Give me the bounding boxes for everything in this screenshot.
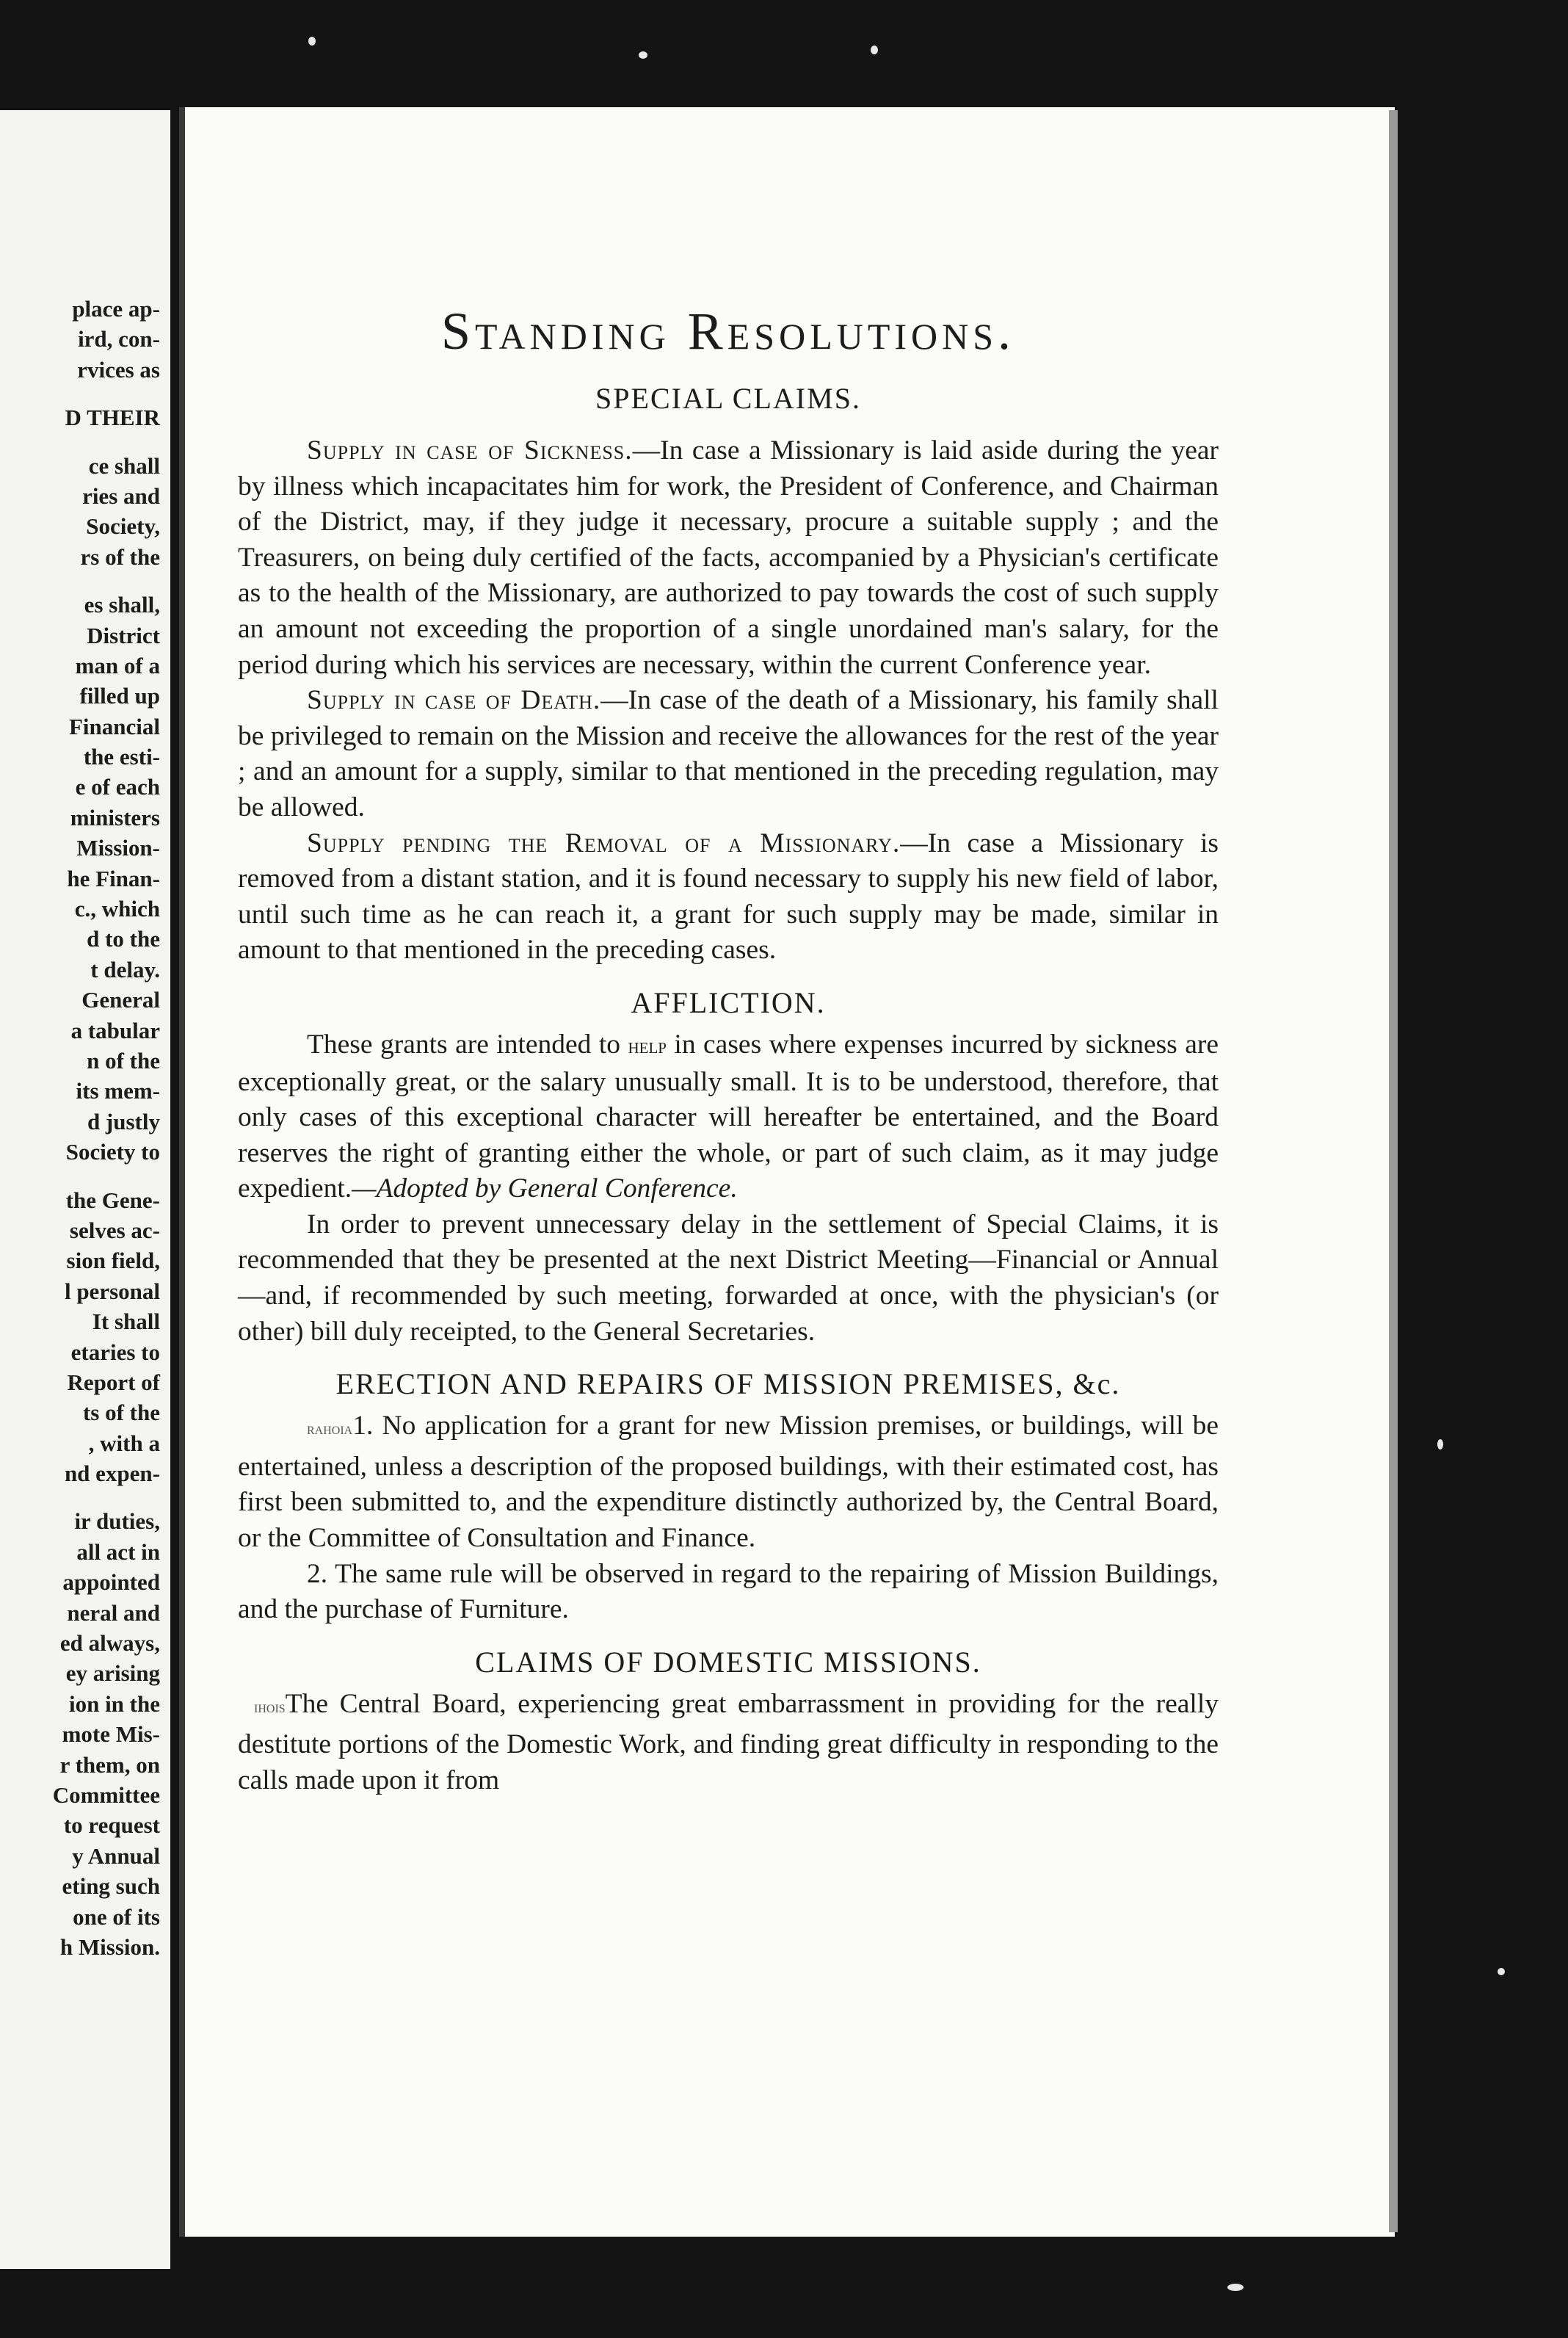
heading-erection: ERECTION AND REPAIRS OF MISSION PREMISES, &c. [335, 1367, 1121, 1401]
domestic-margin-mark: IHOIS [254, 1702, 286, 1715]
previous-page-gap [0, 572, 160, 590]
dust-speck [1498, 1968, 1505, 1975]
previous-page-gap [0, 1488, 160, 1506]
previous-page-line: eting such [62, 1873, 160, 1900]
previous-page-line: y Annual [72, 1842, 160, 1869]
previous-page-line: one of its [73, 1903, 160, 1930]
previous-page-text-column [0, 294, 160, 1962]
previous-page-line: man of a [75, 652, 160, 678]
previous-page-line: he Finan- [67, 865, 160, 891]
affliction-text-a: These grants are intended to [307, 1029, 628, 1060]
previous-page-line: D THEIR [65, 405, 160, 431]
previous-page-line: the Gene- [65, 1187, 160, 1213]
erection-margin-mark: RAHOIA [307, 1425, 353, 1438]
dust-speck [1227, 2284, 1244, 2291]
lead-removal: Supply pending the Removal of a Missionary. [307, 828, 901, 858]
lead-death: Supply in case of Death. [307, 685, 601, 716]
previous-page-line: , with a [88, 1430, 160, 1456]
previous-page-line: mote Mis- [62, 1721, 160, 1748]
previous-page-line: nd expen- [64, 1461, 160, 1487]
previous-page-line: etaries to [70, 1339, 160, 1365]
previous-page-line: Society, [86, 513, 160, 540]
dust-speck [308, 37, 316, 46]
previous-page-line: es shall, [84, 592, 160, 618]
paragraph-erection-2: 2. The same rule will be observed in regard to the repairing of Mission Buildings, and the purchase of Furniture. [238, 1558, 1219, 1625]
previous-page-line: n of the [87, 1047, 160, 1074]
page-content [238, 291, 1219, 1799]
previous-page-line: d to the [87, 926, 160, 952]
paragraph-sickness [238, 433, 1219, 683]
heading-special-claims: SPECIAL CLAIMS. [595, 382, 861, 415]
erection-item-1: 1. No application for a grant for new Mission premises, or buildings, will be entertained, unless a description of the proposed buildings, with their estimated cost, has first been submitted to, and the expenditure distinctly authorized by, the Central Board, or the Committee of Consultation and Finance. [238, 1411, 1219, 1554]
previous-page-line: District [87, 622, 160, 648]
lead-sickness: Supply in case of Sickness. [307, 435, 633, 466]
previous-page-line: rs of the [80, 543, 160, 570]
previous-page-line: place ap- [72, 296, 160, 322]
paragraph-affliction-2: In order to prevent unnecessary delay in the settlement of Special Claims, it is recommended that they be presented at the next District Meeting—Financial or Annual—and, if recommended by such meeting, forwarded at once, with the physician's (or other) bill duly receipted, to the General Secretaries. [238, 1209, 1219, 1347]
page-edge-shadow [1389, 110, 1398, 2232]
previous-page-line: ion in the [68, 1690, 160, 1717]
previous-page-line: ts of the [82, 1400, 160, 1426]
previous-page-line: Report of [67, 1369, 160, 1395]
affliction-help-word: help [628, 1033, 667, 1058]
previous-page-line: e of each [75, 774, 160, 800]
previous-page-line: Committee [52, 1781, 160, 1808]
previous-page-line: all act in [76, 1538, 160, 1565]
previous-page-line: selves ac- [69, 1217, 160, 1243]
previous-page-line: ministers [70, 804, 160, 830]
heading-affliction: AFFLICTION. [631, 985, 826, 1019]
paragraph-erection-1 [238, 1408, 1219, 1556]
previous-page-line: sion field, [66, 1248, 160, 1274]
previous-page-line: d justly [87, 1108, 160, 1134]
previous-page-line: Mission- [76, 835, 160, 861]
previous-page-line: neral and [67, 1599, 160, 1626]
text-removal: —In case a Missionary is removed from a distant station, and it is found necessary to supply his new field of labor, until such time as he can reach it, a grant for such supply may be made, similar in amount to that mentioned in the preceding cases. [238, 828, 1219, 966]
dust-speck [1437, 1439, 1443, 1450]
previous-page-line: r them, on [59, 1751, 160, 1778]
previous-page-line: ird, con- [78, 326, 160, 352]
heading-domestic: CLAIMS OF DOMESTIC MISSIONS. [475, 1645, 981, 1679]
paragraph-removal [238, 826, 1219, 969]
affliction-text-b: in cases where expenses incurred by sickness are exceptionally great, or the salary unusually small. It is to be understood, therefore, that only cases of this exceptional character will hereafter be entertained, and the Board reserves the right of granting either the whole, or part of such claim, as it may judge expedient. [238, 1029, 1219, 1204]
affliction-adopted-note: —Adopted by General Conference. [352, 1173, 738, 1204]
previous-page-line: c., which [74, 896, 160, 922]
previous-page-line: h Mission. [59, 1933, 160, 1960]
previous-page-gap [0, 1168, 160, 1185]
previous-page-gap [0, 385, 160, 402]
previous-page-line: the esti- [83, 744, 160, 770]
paragraph-domestic [238, 1687, 1219, 1799]
previous-page-fragment [0, 110, 170, 2269]
paragraph-death [238, 683, 1219, 825]
dust-speck [871, 46, 878, 54]
previous-page-line: ey arising [65, 1660, 160, 1687]
text-sickness: —In case a Missionary is laid aside during the year by illness which incapacitates him for work, the President of Conference, and Chairman of the District, may, if they judge it necessary, procure a suitable supply ; and the Treasurers, on being duly certified of the facts, accompanied by a Physician's certificate as to the health of the Missionary, are authorized to pay towards the cost of such supply an amount not exceeding the proportion of a single unordained man's salary, for the period during which his services are necessary, within the current Conference year. [238, 435, 1219, 680]
previous-page-line: Society to [65, 1139, 160, 1165]
page-title: Standing Resolutions. [440, 302, 1016, 361]
previous-page-line: It shall [92, 1309, 160, 1335]
previous-page-line: its mem- [76, 1078, 160, 1104]
text-death: —In case of the death of a Missionary, his family shall be privileged to remain on the Mission and receive the allowances for the rest of the year ; and an amount for a supply, similar to that mentioned in the preceding regulation, may be allowed. [238, 685, 1219, 822]
domestic-text: The Central Board, experiencing great embarrassment in providing for the really destitute portions of the Domestic Work, and finding great difficulty in responding to the calls made upon it from [238, 1688, 1219, 1795]
document-page [179, 107, 1395, 2237]
previous-page-line: ir duties, [74, 1508, 160, 1535]
previous-page-line: ries and [82, 482, 160, 509]
previous-page-line: rvices as [77, 356, 160, 383]
dust-speck [639, 51, 647, 59]
previous-page-line: a tabular [70, 1017, 160, 1043]
previous-page-gap [0, 433, 160, 451]
previous-page-line: l personal [64, 1278, 160, 1304]
previous-page-line: t delay. [90, 956, 160, 982]
paragraph-affliction-1 [238, 1027, 1219, 1207]
previous-page-line: ed always, [59, 1630, 160, 1657]
previous-page-line: to request [63, 1812, 160, 1839]
previous-page-line: ce shall [88, 452, 160, 479]
previous-page-line: filled up [79, 683, 160, 709]
previous-page-line: appointed [62, 1569, 160, 1596]
previous-page-line: General [81, 987, 160, 1013]
previous-page-line: Financial [68, 713, 160, 739]
